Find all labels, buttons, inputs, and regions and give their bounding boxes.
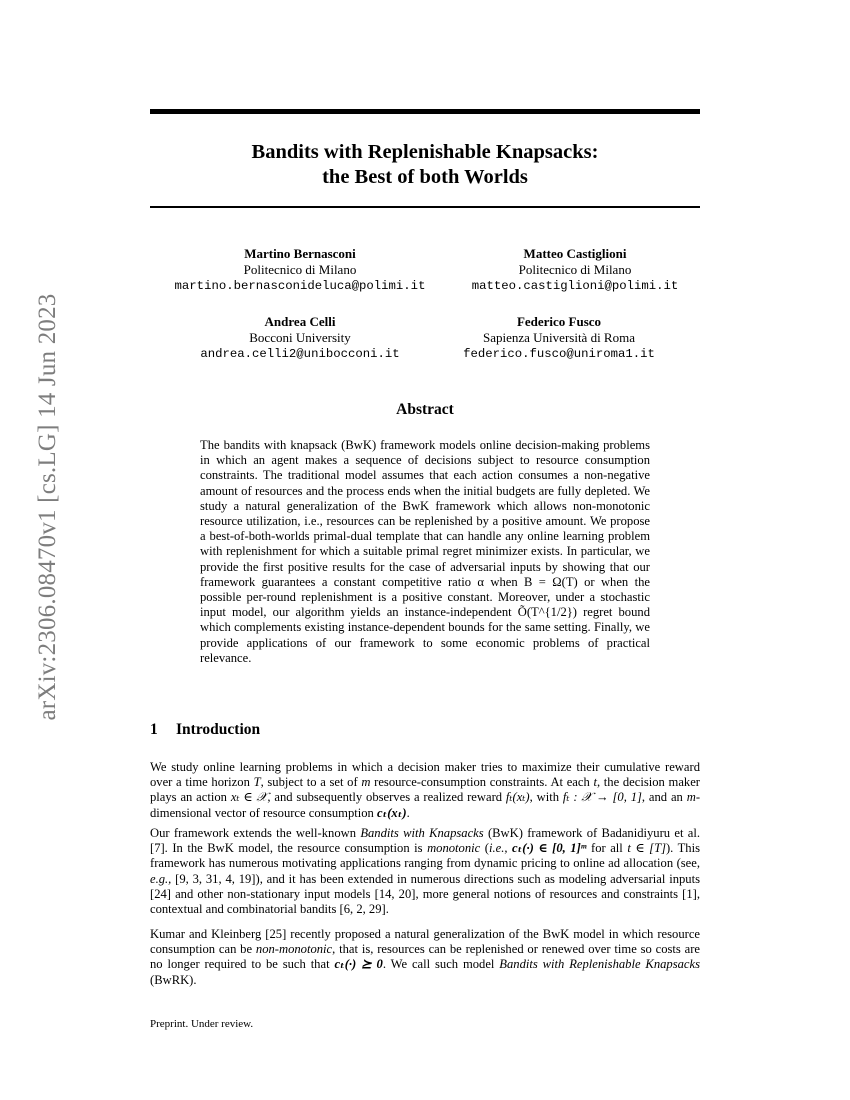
intro-paragraph-2: Our framework extends the well-known Bandits with Knapsacks (BwK) framework of Badanidiyuru et al. [7]. In the BwK model, the resource consumption is monotonic (i.e., cₜ(·) ∈ [0, 1]ᵐ for all t ∈ [T]). This framework has numerous motivating applications ranging from dynamic pricing to online ad allocation (see, e.g., [9, 3, 31, 4, 19]), and it has been extended in numerous directions such as modeling adversarial inputs [24] and other non-stationary input models [14, 20], more general notions of resources and constraints [1], contextual and combinatorial bandits [6, 2, 29]. xyxy=(150,826,701,917)
abstract-heading: Abstract xyxy=(396,401,454,418)
author-email[interactable]: federico.fusco@uniroma1.it xyxy=(463,347,655,361)
title-bottom-rule xyxy=(150,206,700,208)
author-email[interactable]: martino.bernasconideluca@polimi.it xyxy=(174,279,426,293)
author-block xyxy=(409,314,709,362)
paper-title xyxy=(150,140,700,190)
intro-paragraph-1: We study online learning problems in which a decision maker tries to maximize their cumulative reward over a time horizon T, subject to a set of m resource-consumption constraints. At each t, the decision maker plays an action xₜ ∈ 𝒳, and subsequently observes a realized reward fₜ(xₜ), with fₜ : 𝒳 → [0, 1], and an m-dimensional vector of resource consumption cₜ(xₜ). xyxy=(150,760,701,820)
section-number: 1 xyxy=(150,721,158,738)
author-affiliation: Bocconi University xyxy=(249,330,351,345)
intro-paragraph-3: Kumar and Kleinberg [25] recently proposed a natural generalization of the BwK model in which resource consumption can be non-monotonic, that is, resources can be replenished or renewed over time so costs are no longer required to be such that cₜ(·) ⪰ 0. We call such model Bandits with Replenishable Knapsacks (BwRK). xyxy=(150,927,701,987)
author-block xyxy=(150,246,450,294)
author-affiliation: Politecnico di Milano xyxy=(518,262,632,277)
title-line-1: Bandits with Replenishable Knapsacks: xyxy=(251,141,599,163)
author-block xyxy=(150,314,450,362)
author-affiliation: Sapienza Università di Roma xyxy=(483,330,635,345)
title-top-rule xyxy=(150,109,700,114)
author-name: Andrea Celli xyxy=(264,314,336,329)
arxiv-identifier-stamp: arXiv:2306.08470v1 [cs.LG] 14 Jun 2023 xyxy=(34,293,61,721)
author-name: Martino Bernasconi xyxy=(244,246,356,261)
author-affiliation: Politecnico di Milano xyxy=(243,262,357,277)
section-title: Introduction xyxy=(176,721,261,738)
author-block xyxy=(425,246,725,294)
title-line-2: the Best of both Worlds xyxy=(322,166,528,188)
author-name: Matteo Castiglioni xyxy=(523,246,627,261)
author-email[interactable]: andrea.celli2@unibocconi.it xyxy=(200,347,400,361)
author-email[interactable]: matteo.castiglioni@polimi.it xyxy=(471,279,679,293)
section-heading xyxy=(150,721,260,739)
abstract-body: The bandits with knapsack (BwK) framework models online decision-making problems in which an agent makes a sequence of decisions subject to resource consumption constraints. The traditional model assumes that each action consumes a non-negative amount of resources and the process ends when the initial budgets are fully depleted. We study a natural generalization of the BwK framework which allows non-monotonic resource utilization, i.e., resources can be replenished by a positive amount. We propose a best-of-both-worlds primal-dual template that can handle any online learning problem with replenishment for which a suitable primal regret minimizer exists. In particular, we provide the first positive results for the case of adversarial inputs by showing that our framework guarantees a constant competitive ratio α when B = Ω(T) or when the possible per-round replenishment is a positive constant. Moreover, under a stochastic input model, our algorithm yields an instance-independent Õ(T^{1/2}) regret bound which complements existing instance-dependent bounds for the same setting. Finally, we provide applications of our framework to some economic problems of practical relevance. xyxy=(200,438,650,665)
author-name: Federico Fusco xyxy=(516,314,602,329)
preprint-footer: Preprint. Under review. xyxy=(150,1018,254,1030)
